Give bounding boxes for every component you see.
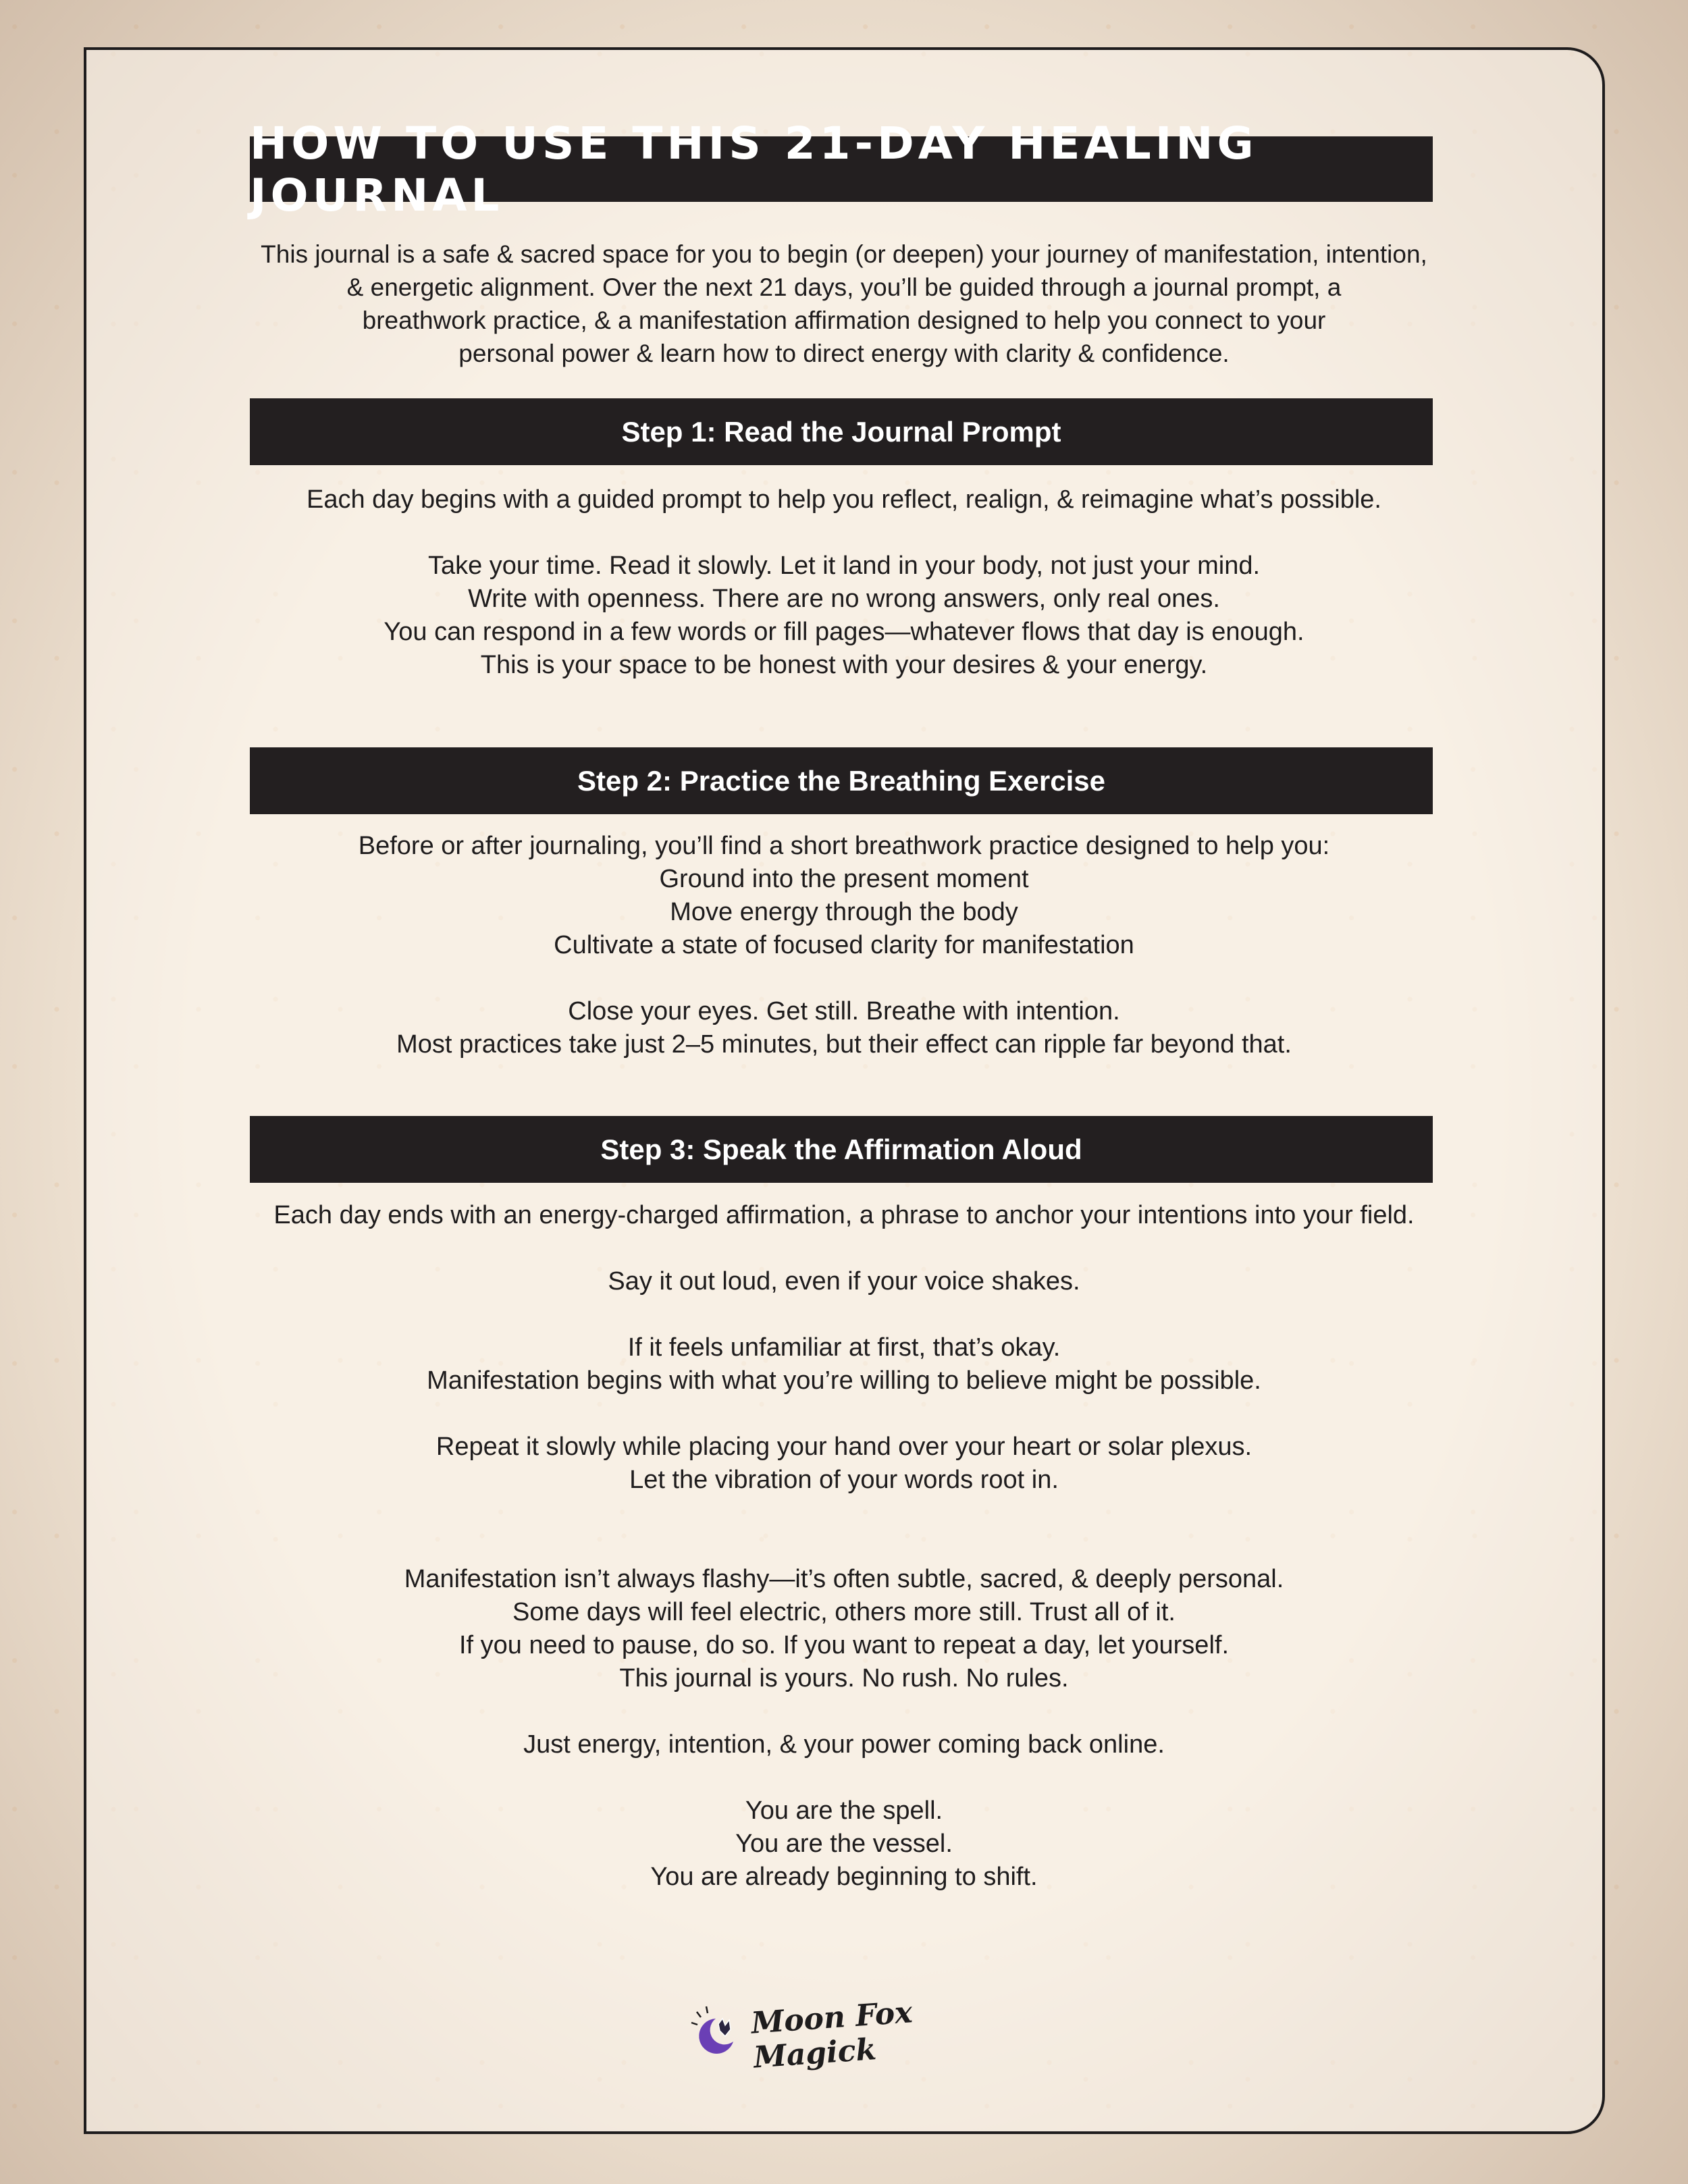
step-3-line: Let the vibration of your words root in. (629, 1466, 1059, 1494)
page-title: HOW TO USE THIS 21-DAY HEALING JOURNAL (250, 136, 1433, 202)
moon-fox-icon (689, 2004, 743, 2061)
step-2-line: Move energy through the body (670, 898, 1018, 926)
closing-line: You are the vessel. (735, 1830, 953, 1858)
step-1-line: This is your space to be honest with your desires & your energy. (480, 651, 1208, 679)
step-2-line: Ground into the present moment (659, 865, 1029, 893)
brand-logo (689, 1995, 999, 2075)
step-3-line: Manifestation begins with what you’re willing to believe might be possible. (427, 1366, 1261, 1395)
intro-line: personal power & learn how to direct energy with clarity & confidence. (458, 340, 1230, 367)
step-2-line: Most practices take just 2–5 minutes, but their effect can ripple far beyond that. (396, 1030, 1292, 1059)
step-2-line: Cultivate a state of focused clarity for manifestation (554, 931, 1134, 959)
closing-line: Just energy, intention, & your power coming back online. (523, 1730, 1165, 1759)
step-1-line: You can respond in a few words or fill pages—whatever flows that day is enough. (384, 618, 1304, 646)
step-3-line: If it feels unfamiliar at first, that’s okay. (627, 1333, 1061, 1362)
step-3-line: Say it out loud, even if your voice shakes. (608, 1267, 1080, 1296)
closing-line: Manifestation isn’t always flashy—it’s often subtle, sacred, & deeply personal. (404, 1565, 1284, 1593)
intro-line: breathwork practice, & a manifestation affirmation designed to help you connect to your (362, 307, 1326, 334)
step-2-line: Before or after journaling, you’ll find a short breathwork practice designed to help you: (358, 832, 1330, 860)
step-1-body (169, 483, 1519, 682)
step-1-line: Take your time. Read it slowly. Let it land in your body, not just your mind. (427, 552, 1261, 580)
step-2-body (169, 830, 1519, 1061)
step-3-body (169, 1199, 1519, 1894)
step-1-line: Write with openness. There are no wrong answers, only real ones. (468, 585, 1220, 613)
closing-line: Some days will feel electric, others more still. Trust all of it. (512, 1598, 1176, 1626)
step-3-line: Repeat it slowly while placing your hand over your heart or solar plexus. (436, 1433, 1252, 1461)
step-2-heading: Step 2: Practice the Breathing Exercise (250, 747, 1433, 814)
step-1-heading: Step 1: Read the Journal Prompt (250, 398, 1433, 465)
step-3-line: Each day ends with an energy-charged affirmation, a phrase to anchor your intentions into your field. (273, 1201, 1415, 1229)
closing-line: You are the spell. (745, 1796, 943, 1825)
step-3-heading: Step 3: Speak the Affirmation Aloud (250, 1116, 1433, 1183)
intro-line: This journal is a safe & sacred space for you to begin (or deepen) your journey of manifestation, intention, (261, 240, 1427, 268)
closing-line: If you need to pause, do so. If you want to repeat a day, let yourself. (459, 1631, 1229, 1659)
step-1-line: Each day begins with a guided prompt to help you reflect, realign, & reimagine what’s possible. (307, 485, 1381, 514)
intro-paragraph (196, 238, 1492, 370)
intro-line: & energetic alignment. Over the next 21 days, you’ll be guided through a journal prompt, a (346, 273, 1342, 301)
step-2-line: Close your eyes. Get still. Breathe with intention. (568, 997, 1120, 1026)
closing-line: This journal is yours. No rush. No rules. (619, 1664, 1069, 1693)
brand-name: Moon Fox Magick (749, 1995, 914, 2075)
closing-line: You are already beginning to shift. (650, 1863, 1038, 1891)
